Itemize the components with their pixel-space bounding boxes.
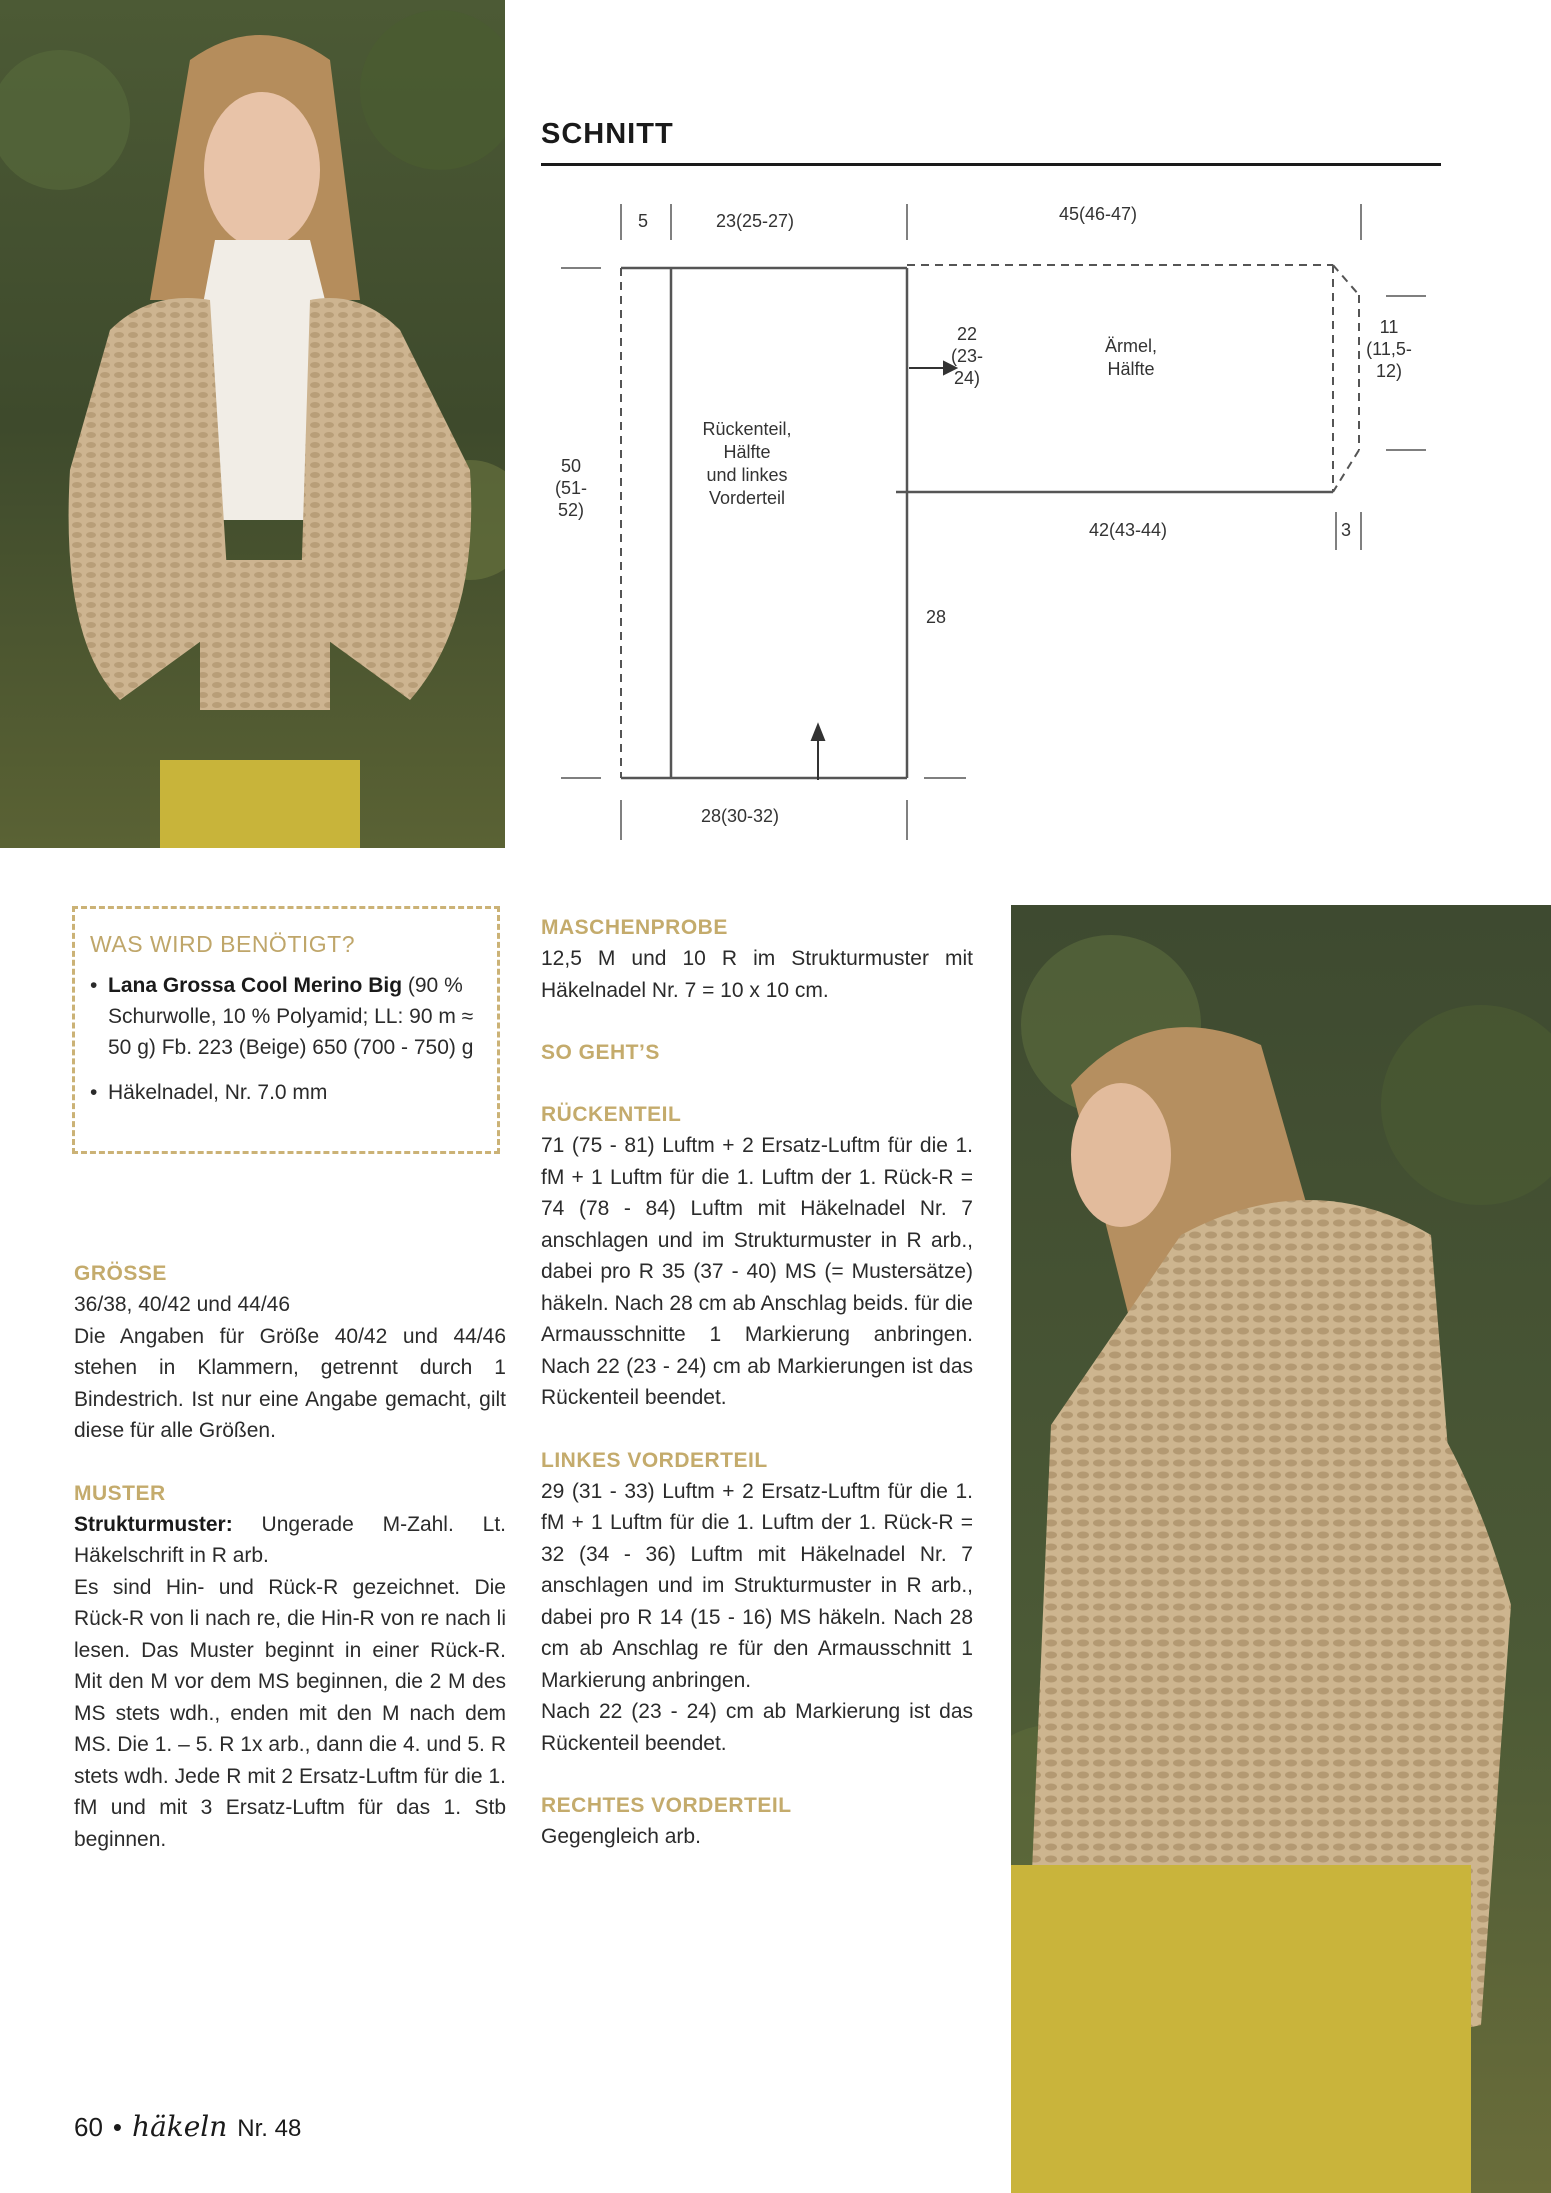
dim-42: 42(43-44) (1089, 520, 1168, 540)
right-front-text: Gegengleich arb. (541, 1825, 701, 1848)
dim-28: 28 (926, 607, 947, 627)
dim-50a: 50 (560, 456, 582, 476)
photo-model-front (0, 0, 505, 848)
materials-title: WAS WIRD BENÖTIGT? (90, 931, 355, 957)
gauge-heading: MASCHENPROBE (541, 916, 728, 939)
footer-bullet: • (112, 2112, 123, 2142)
right-front-heading: RECHTES VORDERTEIL (541, 1794, 792, 1817)
materials-item-yarn: • Lana Grossa Cool Merino Big (90 % Schurwolle, 10 % Polyamid; LL: 90 m ≈ 50 g) Fb. 223 (Beige) 650 (700 - 750) g (90, 970, 482, 1063)
dim-22b: (23- (950, 346, 984, 366)
gauge-text: 12,5 M und 10 R im Strukturmuster mit Häkelnadel Nr. 7 = 10 x 10 cm. (541, 947, 973, 1002)
dim-22a: 22 (956, 324, 978, 344)
left-front-text-1: 29 (31 - 33) Luftm + 2 Ersatz-Luftm für die 1. fM + 1 Luftm für die 1. Luftm der 1. Rück-R = 32 (34 - 36) Luftm mit Häkelnadel Nr. 7 anschlagen und im Strukturmuster in R arb., dabei pro R 14 (15 - 16) MS häkeln. Nach 28 cm ab Anschlag re für den Armausschnitt 1 Markierung anbringen. (541, 1479, 973, 1692)
left-front-text-2: Nach 22 (23 - 24) cm ab Markierung ist das Rückenteil beendet. (541, 1700, 973, 1755)
label-back-2: Hälfte (723, 442, 771, 462)
back-text: 71 (75 - 81) Luftm + 2 Ersatz-Luftm für die 1. fM + 1 Luftm für die 1. Luftm der 1. Rück-R = 74 (78 - 84) Luftm mit Häkelnadel Nr. 7 anschlagen und im Strukturmuster in R arb., dabei pro R 35 (37 - 40) MS (= Mustersätze) häkeln. Nach 28 cm ab Anschlag beids. für die Armausschnitte 1 Markierung anbringen. Nach 22 (23 - 24) cm ab Markierungen ist das Rückenteil beendet. (541, 1134, 973, 1409)
left-column (74, 1258, 506, 1855)
page-footer (74, 2110, 301, 2143)
label-back-1: Rückenteil, (702, 419, 792, 439)
dim-22c: 24) (953, 368, 981, 388)
dim-11b: (11,5- (1366, 339, 1412, 359)
pattern-heading: MUSTER (74, 1481, 166, 1505)
label-sleeve-1: Ärmel, (1104, 336, 1158, 356)
dim-50c: 52) (557, 500, 585, 520)
dim-5: 5 (638, 211, 649, 231)
page-number: 60 (74, 2112, 103, 2142)
left-front-heading: LINKES VORDERTEIL (541, 1448, 768, 1472)
dim-sleeve-length: 45(46-47) (1059, 204, 1138, 224)
photo-model-side (1011, 905, 1551, 2193)
instructions-heading: SO GEHT’S (541, 1041, 660, 1064)
pattern-diagram (541, 190, 1441, 850)
dim-width: 23(25-27) (716, 211, 795, 231)
schnitt-divider (541, 163, 1441, 166)
dim-3: 3 (1341, 520, 1352, 540)
size-text: Die Angaben für Größe 40/42 und 44/46 stehen in Klammern, getrennt durch 1 Bindestrich. Ist nur eine Angabe gemacht, gilt diese für alle Größen. (74, 1324, 506, 1442)
size-heading: GRÖSSE (74, 1262, 167, 1285)
materials-item-hook: • Häkelnadel, Nr. 7.0 mm (90, 1077, 482, 1108)
pattern-text-1: Strukturmuster: Ungerade M-Zahl. Lt. Häkelschrift in R arb. (74, 1512, 506, 1567)
label-sleeve-2: Hälfte (1107, 359, 1155, 379)
schnitt-title: SCHNITT (541, 118, 674, 150)
back-heading: RÜCKENTEIL (541, 1103, 682, 1126)
magazine-name: häkeln (132, 2110, 228, 2143)
materials-list (90, 970, 482, 1108)
issue-number: Nr. 48 (237, 2115, 302, 2142)
dim-bottom-width: 28(30-32) (701, 806, 780, 826)
middle-column (541, 912, 973, 1853)
materials-box (72, 906, 500, 1154)
dim-50b: (51- (554, 478, 588, 498)
dim-11c: 12) (1375, 361, 1403, 381)
size-line: 36/38, 40/42 und 44/46 (74, 1293, 291, 1316)
label-back-3: und linkes (706, 465, 788, 485)
pattern-text-2: Es sind Hin- und Rück-R gezeichnet. Die Rück-R von li nach re, die Hin-R von re nach li lesen. Das Muster beginnt in einer Rück-R. Mit den M vor dem MS beginnen, die 2 M des MS stets wdh., enden mit den M nach dem MS. Die 1. – 5. R 1x arb., dann die 4. und 5. R stets wdh. Jede R mit 2 Ersatz-Luftm für die 1. fM und mit 3 Ersatz-Luftm für das 1. Stb beginnen. (74, 1575, 506, 1851)
label-back-4: Vorderteil (708, 488, 786, 508)
dim-11a: 11 (1379, 317, 1399, 337)
